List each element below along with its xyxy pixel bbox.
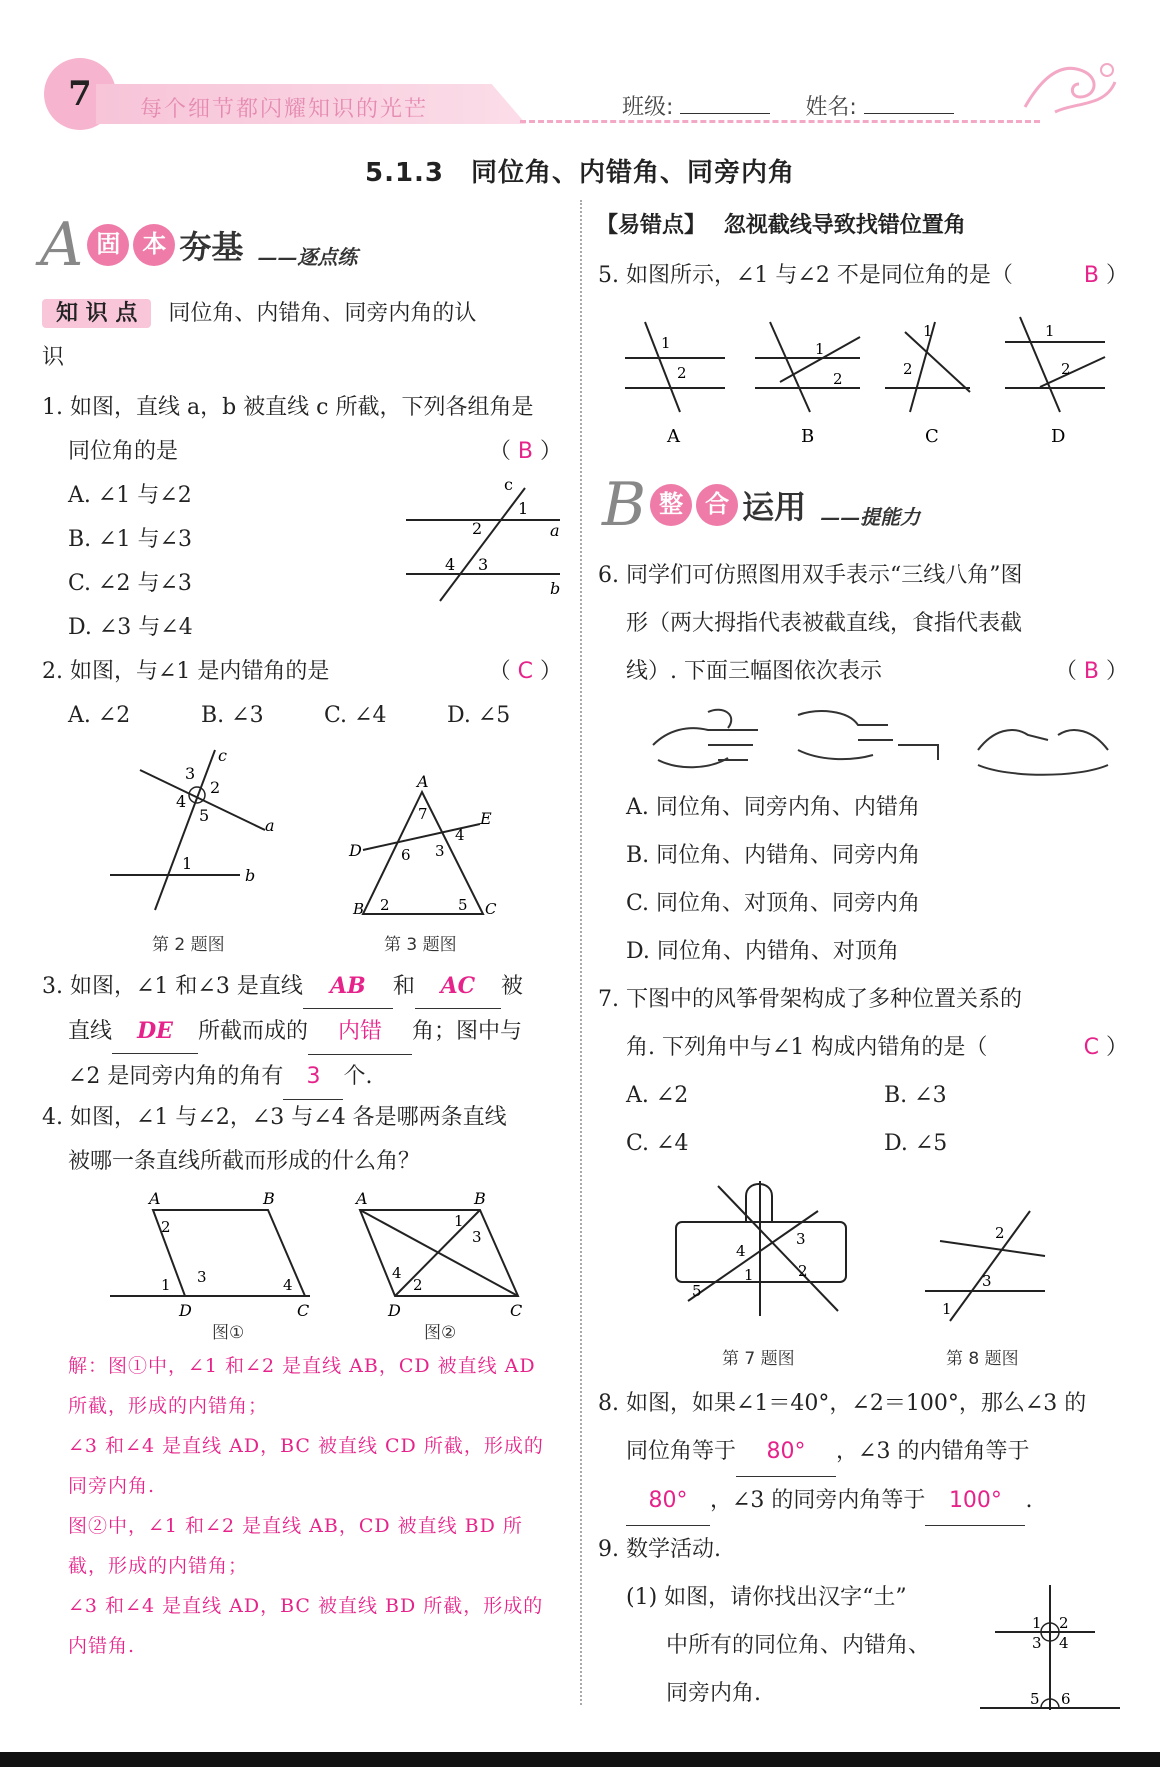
question-5 — [598, 254, 1128, 298]
q5-angle-label: 2 — [903, 360, 913, 378]
q6-stem-2: 形（两大拇指代表被截直线，食指代表截 — [626, 611, 1023, 636]
q8-figure — [920, 1206, 1060, 1326]
q5-label-d[interactable]: D — [1051, 426, 1066, 447]
fig-label: 1 — [454, 1212, 464, 1230]
q2-option-b[interactable]: B. ∠3 — [201, 703, 264, 728]
fig-label: 1 — [744, 1266, 754, 1284]
fig-label: B — [353, 900, 365, 917]
fig-label: 1 — [942, 1300, 952, 1318]
fig-label: 1 — [182, 854, 193, 873]
section-a-char-1: 固 — [87, 224, 129, 266]
section-b-char-1: 整 — [650, 484, 692, 526]
solution-line: ∠3 和∠4 是直线 AD，BC 被直线 CD 所截，形成的 — [68, 1435, 544, 1457]
solution-line: 内错角. — [68, 1635, 136, 1657]
q5-label-b[interactable]: B — [801, 426, 815, 447]
question-9 — [598, 1526, 958, 1718]
q5-angle-label: 1 — [1045, 322, 1055, 340]
q5-stem: 5. 如图所示，∠1 与∠2 不是同位角的是（ — [598, 263, 1013, 288]
q9-tu-figure — [975, 1580, 1125, 1715]
section-b-letter: B — [602, 470, 647, 540]
q5-label-a[interactable]: A — [667, 426, 680, 447]
q5-angle-label: 1 — [661, 334, 671, 352]
fig-label: 1 — [161, 1276, 171, 1294]
knowledge-text: 同位角、内错角、同旁内角的认 — [168, 301, 477, 326]
q3-text-7: ∠2 是同旁内角的角有 — [68, 1064, 284, 1089]
fig-label: 2 — [1059, 1614, 1069, 1632]
q4-stem: 4. 如图，∠1 与∠2，∠3 与∠4 各是哪两条直线 — [42, 1105, 507, 1130]
q7-option-b[interactable]: B. ∠3 — [884, 1083, 947, 1108]
q7-option-a[interactable]: A. ∠2 — [626, 1083, 689, 1108]
q5-angle-label: 1 — [815, 340, 825, 358]
knowledge-tag: 知 识 点 — [42, 299, 151, 328]
fig-label: 5 — [692, 1282, 702, 1300]
q6-option-a[interactable]: A. 同位角、同旁内角、内错角 — [626, 795, 920, 820]
fig-label: 1 — [1032, 1614, 1042, 1632]
q4-figure-1 — [105, 1190, 320, 1335]
fig-label: 3 — [197, 1268, 207, 1286]
section-b-char-2: 合 — [696, 484, 738, 526]
q4-figure-2-caption: 图② — [424, 1323, 457, 1343]
question-8 — [598, 1380, 1128, 1526]
q3-text-4: 直线 — [68, 1019, 113, 1044]
q1-answer[interactable]: B — [517, 439, 533, 464]
section-b-title: 运用 — [742, 488, 807, 526]
question-3 — [42, 964, 562, 1100]
fig-label: 4 — [176, 792, 187, 811]
fig-label: 4 — [445, 555, 456, 574]
q3-answer-5[interactable]: 3 — [283, 1055, 343, 1100]
fig-label: 4 — [455, 826, 465, 844]
q9-sub-3: 同旁内角. — [666, 1681, 761, 1706]
q5-answer[interactable]: B — [1083, 263, 1099, 288]
section-b-header — [602, 470, 920, 540]
fig-label: 2 — [413, 1276, 423, 1294]
class-name-fields — [622, 90, 954, 121]
fig-label: 6 — [401, 846, 411, 864]
q3-answer-2[interactable]: AC — [415, 964, 501, 1009]
fig-label: D — [179, 1301, 192, 1320]
q4-figure-1-caption: 图① — [212, 1323, 245, 1343]
q3-answer-4[interactable]: 内错 — [308, 1010, 412, 1055]
class-label: 班级: — [622, 95, 674, 120]
section-a-char-2: 本 — [133, 224, 175, 266]
q3-figure — [345, 772, 505, 917]
q7-answer[interactable]: C — [1083, 1035, 1099, 1060]
q4-stem-cont: 被哪一条直线所截而形成的什么角？ — [68, 1149, 421, 1174]
q1-figure — [400, 476, 570, 606]
name-label: 姓名: — [805, 95, 857, 120]
fig-label: A — [149, 1190, 161, 1208]
q2-stem: 2. 如图，与∠1 是内错角的是 — [42, 659, 330, 684]
fig-label: C — [297, 1301, 310, 1320]
q1-option-b[interactable]: B. ∠1 与∠3 — [68, 527, 193, 552]
q8-stem: 8. 如图，如果∠1＝40°，∠2＝100°，那么∠3 的 — [598, 1391, 1087, 1416]
name-blank[interactable] — [864, 113, 954, 114]
fig-label: 2 — [380, 896, 390, 914]
q4-solution — [68, 1346, 568, 1666]
q3-text-8: 个. — [343, 1064, 373, 1089]
fig-label: 3 — [185, 764, 196, 783]
section-b-subtitle: ——提能力 — [820, 504, 921, 529]
fig-label: 2 — [472, 519, 483, 538]
q7-kite-figure — [668, 1176, 858, 1326]
q6-stem: 6. 同学们可仿照图用双手表示“三线八角”图 — [598, 563, 1023, 588]
q6-stem-3: 线）. 下面三幅图依次表示 — [626, 659, 882, 684]
fig-label: B — [263, 1190, 275, 1208]
q1-option-c[interactable]: C. ∠2 与∠3 — [68, 571, 192, 596]
hands-figures-icon — [648, 700, 1118, 780]
q6-option-d[interactable]: D. 同位角、内错角、对顶角 — [626, 939, 899, 964]
fig-label: C — [510, 1301, 523, 1320]
fig-label: 3 — [435, 842, 445, 860]
q3-caption: 第 3 题图 — [384, 935, 457, 955]
fig-label: D — [349, 841, 362, 860]
q6-options — [626, 784, 1126, 976]
q1-option-a[interactable]: A. ∠1 与∠2 — [68, 483, 192, 508]
fig-label: 2 — [995, 1224, 1005, 1242]
fig-label: b — [550, 579, 561, 598]
fig-label: 3 — [982, 1272, 992, 1290]
fig-label: 5 — [1030, 1690, 1040, 1708]
q3-text-1: 3. 如图，∠1 和∠3 是直线 — [42, 974, 303, 999]
solution-line: ∠3 和∠4 是直线 AD，BC 被直线 BD 所截，形成的 — [68, 1595, 544, 1617]
q1-answer-box: （ B ） — [488, 439, 562, 464]
q5-angle-label: 2 — [1061, 360, 1071, 378]
section-a-subtitle: ——逐点练 — [257, 244, 358, 269]
q2-answer[interactable]: C — [517, 659, 533, 684]
footer-bar — [0, 1752, 1160, 1767]
fig-label: 4 — [392, 1264, 402, 1282]
fig-label: 1 — [518, 499, 529, 518]
fig-label: 3 — [796, 1230, 806, 1248]
fig-label: E — [480, 809, 492, 828]
question-2 — [42, 650, 562, 738]
q9-sub-1: (1) 如图，请你找出汉字“土” — [626, 1585, 907, 1610]
q2-answer-box: （ C ） — [488, 659, 562, 684]
solution-line: 同旁内角. — [68, 1475, 156, 1497]
q6-option-b[interactable]: B. 同位角、内错角、同旁内角 — [626, 843, 921, 868]
q2-option-c[interactable]: C. ∠4 — [324, 703, 387, 728]
easy-mistake — [596, 204, 1126, 248]
easy-tag: 【易错点】 — [596, 213, 707, 238]
knowledge-text-cont: 识 — [42, 345, 65, 370]
q3-answer-3[interactable]: DE — [112, 1009, 198, 1054]
q4-figure-2 — [350, 1190, 525, 1335]
q2-option-d[interactable]: D. ∠5 — [447, 703, 511, 728]
fig-label: A — [417, 772, 429, 791]
fig-label: 3 — [478, 555, 489, 574]
q8-text-3: ，∠3 的内错角等于 — [836, 1439, 1030, 1464]
fig-label: 4 — [283, 1276, 293, 1294]
q6-option-c[interactable]: C. 同位角、对顶角、同旁内角 — [626, 891, 921, 916]
fig-label: c — [218, 746, 227, 765]
fig-label: B — [474, 1190, 486, 1208]
q5-angle-label: 2 — [677, 364, 687, 382]
fig-label: a — [265, 816, 275, 835]
q3-text-2: 和 — [392, 974, 415, 999]
q1-stem: 1. 如图，直线 a，b 被直线 c 所截，下列各组角是 — [42, 395, 534, 420]
q5-close: ） — [1105, 263, 1128, 288]
section-a-header — [40, 210, 357, 280]
solution-line: 截，形成的内错角； — [68, 1555, 249, 1577]
q2-figure — [100, 745, 290, 915]
q8-caption: 第 8 题图 — [946, 1349, 1019, 1369]
q3-answer-1[interactable]: AB — [303, 964, 393, 1009]
q1-stem-cont: 同位角的是 — [68, 439, 179, 464]
knowledge-point — [42, 292, 562, 380]
question-4 — [42, 1096, 562, 1184]
fig-label: 4 — [736, 1242, 746, 1260]
solution-line: 所截，形成的内错角； — [68, 1395, 269, 1417]
q3-text-6: 角；图中与 — [412, 1019, 523, 1044]
solution-line: 图②中，∠1 和∠2 是直线 AB，CD 被直线 BD 所 — [68, 1515, 523, 1537]
fig-label: 3 — [1032, 1634, 1042, 1652]
q6-answer[interactable]: B — [1083, 659, 1099, 684]
q7-option-c[interactable]: C. ∠4 — [626, 1131, 689, 1156]
header-slogan: 每个细节都闪耀知识的光芒 — [140, 97, 429, 122]
section-a-letter: A — [40, 210, 84, 280]
fig-label: 3 — [472, 1228, 482, 1246]
question-6 — [598, 552, 1128, 696]
q8-answer-2[interactable]: 80° — [626, 1477, 710, 1526]
q2-option-a[interactable]: A. ∠2 — [68, 703, 131, 728]
fig-label: A — [356, 1190, 368, 1208]
fig-label: b — [245, 866, 256, 885]
q7-caption: 第 7 题图 — [722, 1349, 795, 1369]
page-number: 7 — [44, 58, 116, 130]
q6-answer-box: （ B ） — [1054, 659, 1128, 684]
fig-label: 4 — [1059, 1634, 1069, 1652]
q8-text-4: ，∠3 的同旁内角等于 — [710, 1488, 926, 1513]
q8-text-2: 同位角等于 — [626, 1439, 737, 1464]
fig-label: c — [504, 476, 513, 494]
fig-label: 2 — [161, 1218, 171, 1236]
fig-label: 2 — [210, 778, 221, 797]
floral-ornament-icon — [1015, 52, 1125, 122]
section-a-title: 夯基 — [179, 228, 244, 266]
fig-label: C — [485, 900, 497, 917]
q8-answer-3[interactable]: 100° — [925, 1477, 1025, 1526]
q3-text-5: 所截而成的 — [198, 1019, 309, 1044]
q9-sub-2: 中所有的同位角、内错角、 — [666, 1633, 931, 1658]
q5-label-c[interactable]: C — [925, 426, 939, 447]
q9-stem: 9. 数学活动. — [598, 1537, 721, 1562]
q7-stem-2: 角. 下列角中与∠1 构成内错角的是（ — [626, 1035, 988, 1060]
page-title: 5.1.3 同位角、内错角、同旁内角 — [364, 158, 796, 188]
q3-text-3: 被 — [500, 974, 523, 999]
fig-label: 5 — [199, 806, 210, 825]
solution-line: 解：图①中，∠1 和∠2 是直线 AB，CD 被直线 AD — [68, 1355, 536, 1377]
q1-option-d[interactable]: D. ∠3 与∠4 — [68, 615, 193, 640]
q7-stem: 7. 下图中的风筝骨架构成了多种位置关系的 — [598, 987, 1022, 1012]
q5-angle-label: 1 — [923, 322, 933, 340]
fig-label: D — [388, 1301, 401, 1320]
q8-answer-1[interactable]: 80° — [736, 1428, 836, 1477]
fig-label: 7 — [418, 805, 428, 823]
q2-caption: 第 2 题图 — [152, 935, 225, 955]
q7-option-d[interactable]: D. ∠5 — [884, 1131, 948, 1156]
q5-angle-label: 2 — [833, 370, 843, 388]
q8-text-5: . — [1025, 1488, 1033, 1513]
fig-label: 2 — [798, 1262, 808, 1280]
column-divider — [580, 200, 582, 1705]
fig-label: a — [550, 521, 560, 540]
class-blank[interactable] — [680, 113, 770, 114]
easy-text: 忽视截线导致找错位置角 — [723, 213, 966, 238]
fig-label: 6 — [1061, 1690, 1071, 1708]
q5-figures — [615, 312, 1125, 452]
question-7: 7. 下图中的风筝骨架构成了多种位置关系的 角. 下列角中与∠1 构成内错角的是（ C ） A. ∠2 B. ∠3 C. ∠4 D. ∠5 — [598, 976, 1128, 1168]
fig-label: 5 — [458, 896, 468, 914]
